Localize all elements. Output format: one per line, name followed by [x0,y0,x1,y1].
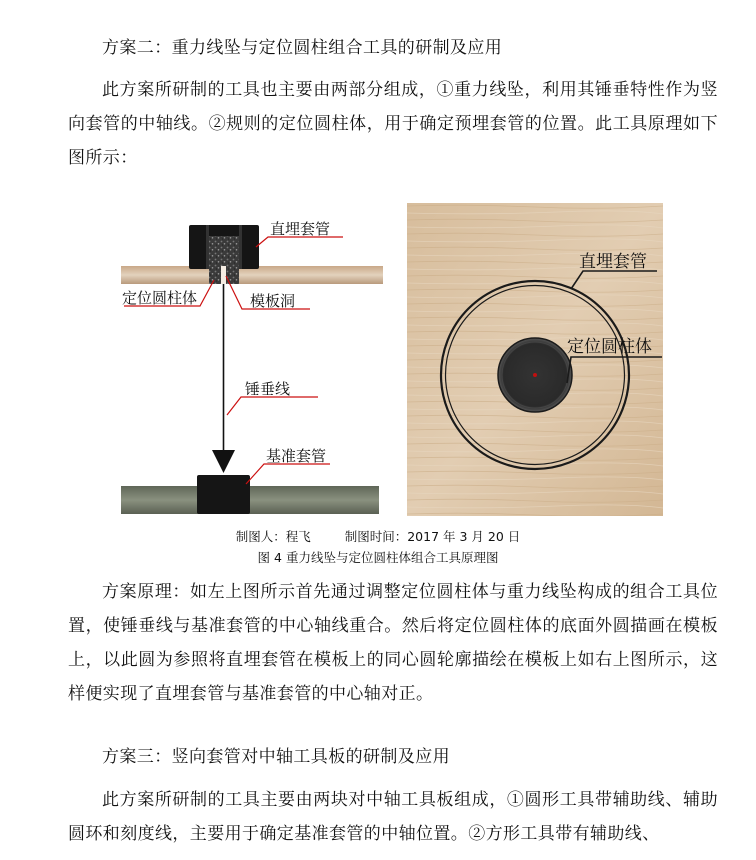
template-top-view [407,203,663,516]
credit-date: 制图时间：2017 年 3 月 20 日 [344,529,521,544]
section3-intro: 此方案所研制的工具主要由两块对中轴工具板组成，①圆形工具带辅助线、辅助圆环和刻度线，主要用于确定基准套管的中轴位置。②方形工具带有辅助线、 [68,790,718,844]
label-embedded-sleeve: 直埋套管 [270,220,331,238]
label-positioning-cylinder-top: 定位圆柱体 [567,337,652,357]
reference-sleeve-shape [197,475,250,514]
principle-text: 方案原理：如左上图所示首先通过调整定位圆柱体与重力线坠构成的组合工具位置，使锤垂线与基准套管的中心轴线重合。然后将定位圆柱体的底面外圆描画在模板上，以此圆为参照将直埋套管在模板上的同心圆轮廓描绘在模板上如右上图所示，这样便实现了直埋套管与基准套管的中心轴对正。 [68,582,718,704]
section2-heading: 方案二：重力线坠与定位圆柱组合工具的研制及应用 [102,38,503,58]
label-embedded-sleeve-top: 直埋套管 [579,252,647,272]
figure-credit [0,527,756,545]
label-template-hole: 模板洞 [250,292,296,310]
label-plumb-line: 锤垂线 [245,380,291,398]
figure-caption: 图 4 重力线坠与定位圆柱体组合工具原理图 [257,550,499,565]
credit-author: 制图人：程飞 [235,529,311,544]
section2-intro: 此方案所研制的工具也主要由两部分组成，①重力线坠，利用其锤垂特性作为竖向套管的中轴线。②规则的定位圆柱体，用于确定预埋套管的位置。此工具原理如下图所示： [68,80,718,168]
plumb-bob-shape [212,450,235,473]
label-positioning-cylinder: 定位圆柱体 [122,289,198,307]
schematic-figure [118,210,388,520]
section3-heading: 方案三：竖向套管对中轴工具板的研制及应用 [102,747,450,767]
label-reference-sleeve: 基准套管 [266,447,327,465]
